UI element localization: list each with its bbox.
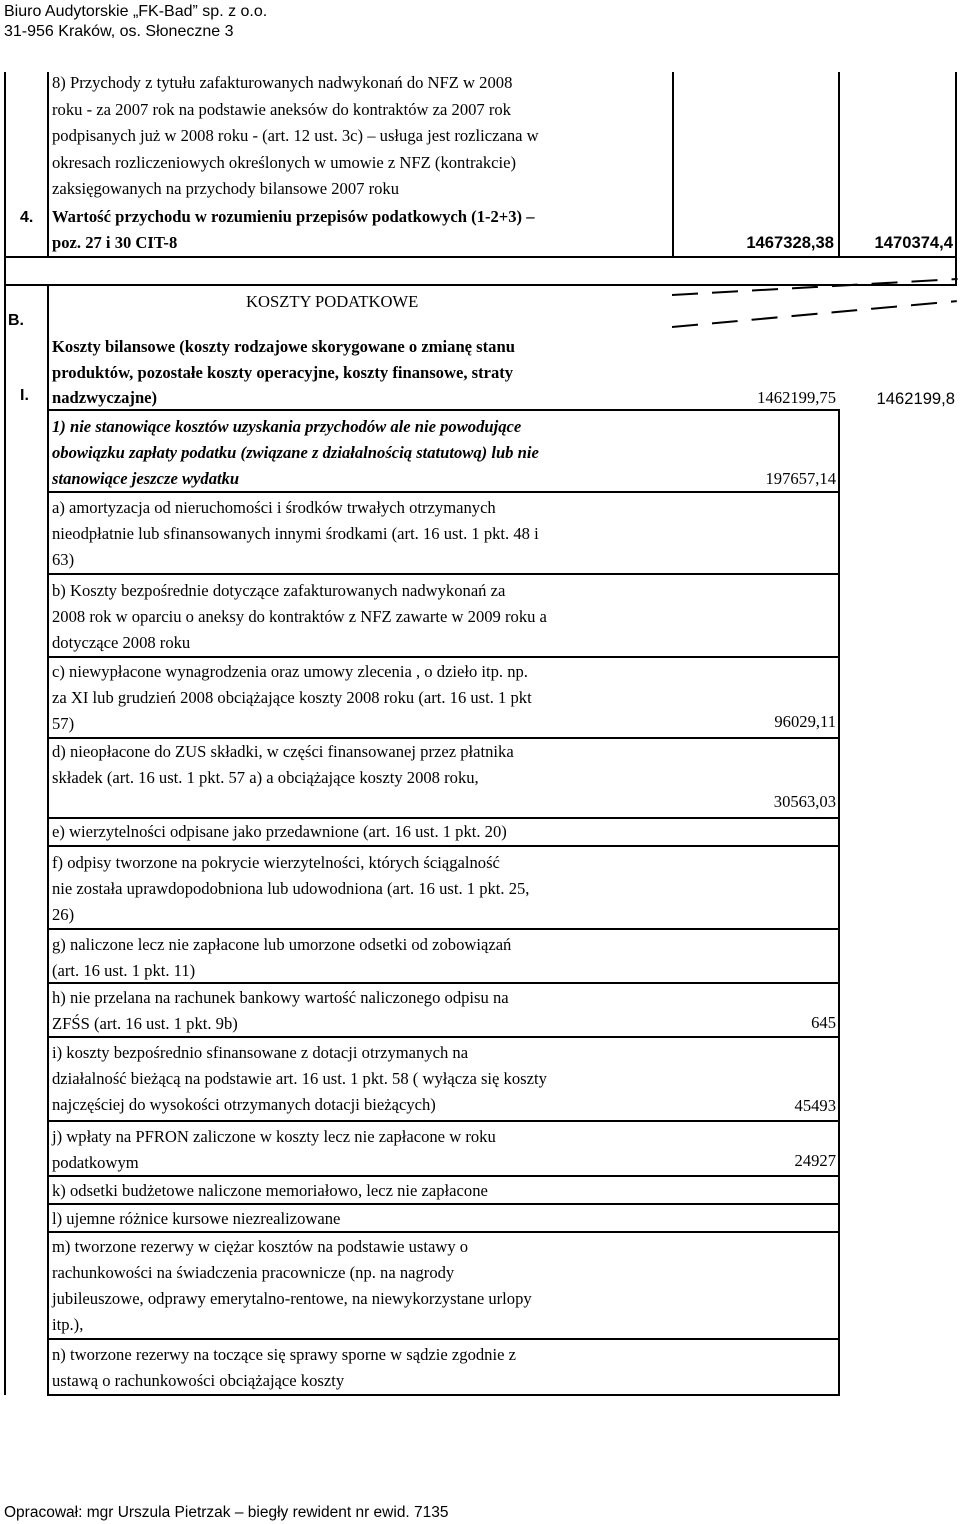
row-c-line2: za XI lub grudzień 2008 obciążające koszty 2008 roku (art. 16 ust. 1 pkt [52, 688, 532, 707]
company-address: 31-956 Kraków, os. Słoneczne 3 [4, 23, 234, 40]
item1-line2: obowiązku zapłaty podatku (związane z działalnością statutową) lub nie [52, 443, 539, 462]
row-m-line2: rachunkowości na świadczenia pracownicze (np. na nagrody [52, 1263, 455, 1282]
row-j-line1: j) wpłaty na PFRON zaliczone w koszty lecz nie zapłacone w roku [52, 1127, 496, 1146]
item4-line2: poz. 27 i 30 CIT-8 [52, 233, 178, 252]
row-h-value: 645 [811, 1013, 836, 1032]
company-name: Biuro Audytorskie „FK-Bad” sp. z o.o. [4, 3, 268, 20]
item1-line3: stanowiące jeszcze wydatku [52, 469, 240, 488]
row-b-line1: b) Koszty bezpośrednie dotyczące zafakturowanych nadwykonań za [52, 581, 506, 600]
row-c-value: 96029,11 [774, 712, 836, 731]
row-i-line3: najczęściej do wysokości otrzymanych dotacji bieżących) [52, 1095, 436, 1114]
item8-line3: podpisanych już w 2008 roku - (art. 12 ust. 3c) – usługa jest rozliczana w [52, 126, 539, 145]
row-d-line1: d) nieopłacone do ZUS składki, w części finansowanej przez płatnika [52, 742, 514, 761]
dashed-line-upper [672, 278, 958, 296]
section-i-line1: Koszty bilansowe (koszty rodzajowe skorygowane o zmianę stanu [52, 337, 515, 356]
item1-line1: 1) nie stanowiące kosztów uzyskania przychodów ale nie powodujące [52, 417, 522, 436]
row-e-line1: e) wierzytelności odpisane jako przedawnione (art. 16 ust. 1 pkt. 20) [52, 822, 507, 841]
row-c-line3: 57) [52, 714, 75, 733]
row-g-line1: g) naliczone lecz nie zapłacone lub umorzone odsetki od zobowiązań [52, 935, 512, 954]
row-d-line2: składek (art. 16 ust. 1 pkt. 57 a) a obciążające koszty 2008 roku, [52, 768, 479, 787]
row-c-line1: c) niewypłacone wynagrodzenia oraz umowy zlecenia , o dzieło itp. np. [52, 662, 528, 681]
section-i-value-2009: 1462199,8 [876, 389, 955, 408]
row-m-line1: m) tworzone rezerwy w ciężar kosztów na podstawie ustawy o [52, 1237, 469, 1256]
row-d-value: 30563,03 [773, 792, 836, 811]
row-a-line3: 63) [52, 550, 75, 569]
row-n-line1: n) tworzone rezerwy na toczące się sprawy sporne w sądzie zgodnie z [52, 1345, 516, 1364]
row-m-line4: itp.), [52, 1315, 84, 1334]
row-j-value: 24927 [794, 1151, 836, 1170]
row-j-line2: podatkowym [52, 1153, 139, 1172]
row-f-line1: f) odpisy tworzone na pokrycie wierzytelności, których ściągalność [52, 853, 500, 872]
row-i-value: 45493 [794, 1096, 836, 1115]
section-i-line2: produktów, pozostałe koszty operacyjne, koszty finansowe, straty [52, 363, 514, 382]
row-l-line1: l) ujemne różnice kursowe niezrealizowane [52, 1209, 341, 1228]
item4-value-2008: 1467328,38 [746, 233, 834, 252]
footer-author: Opracował: mgr Urszula Pietrzak – biegły rewident nr ewid. 7135 [4, 1504, 449, 1521]
row-k-line1: k) odsetki budżetowe naliczone memoriałowo, lecz nie zapłacone [52, 1181, 488, 1200]
item4-value-2009: 1470374,4 [874, 233, 953, 252]
row-b-line3: dotyczące 2008 roku [52, 633, 191, 652]
item8-line1: 8) Przychody z tytułu zafakturowanych nadwykonań do NFZ w 2008 [52, 73, 513, 92]
section-i-number: I. [20, 387, 29, 404]
item1-value: 197657,14 [765, 469, 836, 488]
row-a-line2: nieodpłatnie lub sfinansowanych innymi środkami (art. 16 ust. 1 pkt. 48 i [52, 524, 539, 543]
item8-line2: roku - za 2007 rok na podstawie aneksów do kontraktów za 2007 rok [52, 100, 511, 119]
item8-line5: zaksięgowanych na przychody bilansowe 2007 roku [52, 179, 399, 198]
row-g-line2: (art. 16 ust. 1 pkt. 11) [52, 961, 196, 980]
row-h-line2: ZFŚS (art. 16 ust. 1 pkt. 9b) [52, 1014, 238, 1033]
row-i-line2: działalność bieżącą na podstawie art. 16 ust. 1 pkt. 58 ( wyłącza się koszty [52, 1069, 547, 1088]
row-i-line1: i) koszty bezpośrednio sfinansowane z dotacji otrzymanych na [52, 1043, 469, 1062]
row-f-line3: 26) [52, 905, 75, 924]
row-f-line2: nie została uprawdopodobniona lub udowodniona (art. 16 ust. 1 pkt. 25, [52, 879, 530, 898]
row-h-line1: h) nie przelana na rachunek bankowy wartość naliczonego odpisu na [52, 988, 509, 1007]
section-b-letter: B. [8, 312, 24, 329]
section-i-value-2008: 1462199,75 [757, 388, 836, 407]
section-b-title: KOSZTY PODATKOWE [246, 292, 419, 311]
section-i-line3: nadzwyczajne) [52, 388, 158, 407]
dashed-line-lower [672, 300, 957, 328]
item4-line1: Wartość przychodu w rozumieniu przepisów podatkowych (1-2+3) – [52, 207, 535, 226]
item4-number: 4. [20, 209, 34, 226]
item8-line4: okresach rozliczeniowych określonych w umowie z NFZ (kontrakcie) [52, 153, 517, 172]
row-m-line3: jubileuszowe, odprawy emerytalno-rentowe, na niewykorzystane urlopy [52, 1289, 532, 1308]
row-b-line2: 2008 rok w oparciu o aneksy do kontraktów z NFZ zawarte w 2009 roku a [52, 607, 547, 626]
row-n-line2: ustawą o rachunkowości obciążające koszty [52, 1371, 345, 1390]
row-a-line1: a) amortyzacja od nieruchomości i środków trwałych otrzymanych [52, 498, 496, 517]
